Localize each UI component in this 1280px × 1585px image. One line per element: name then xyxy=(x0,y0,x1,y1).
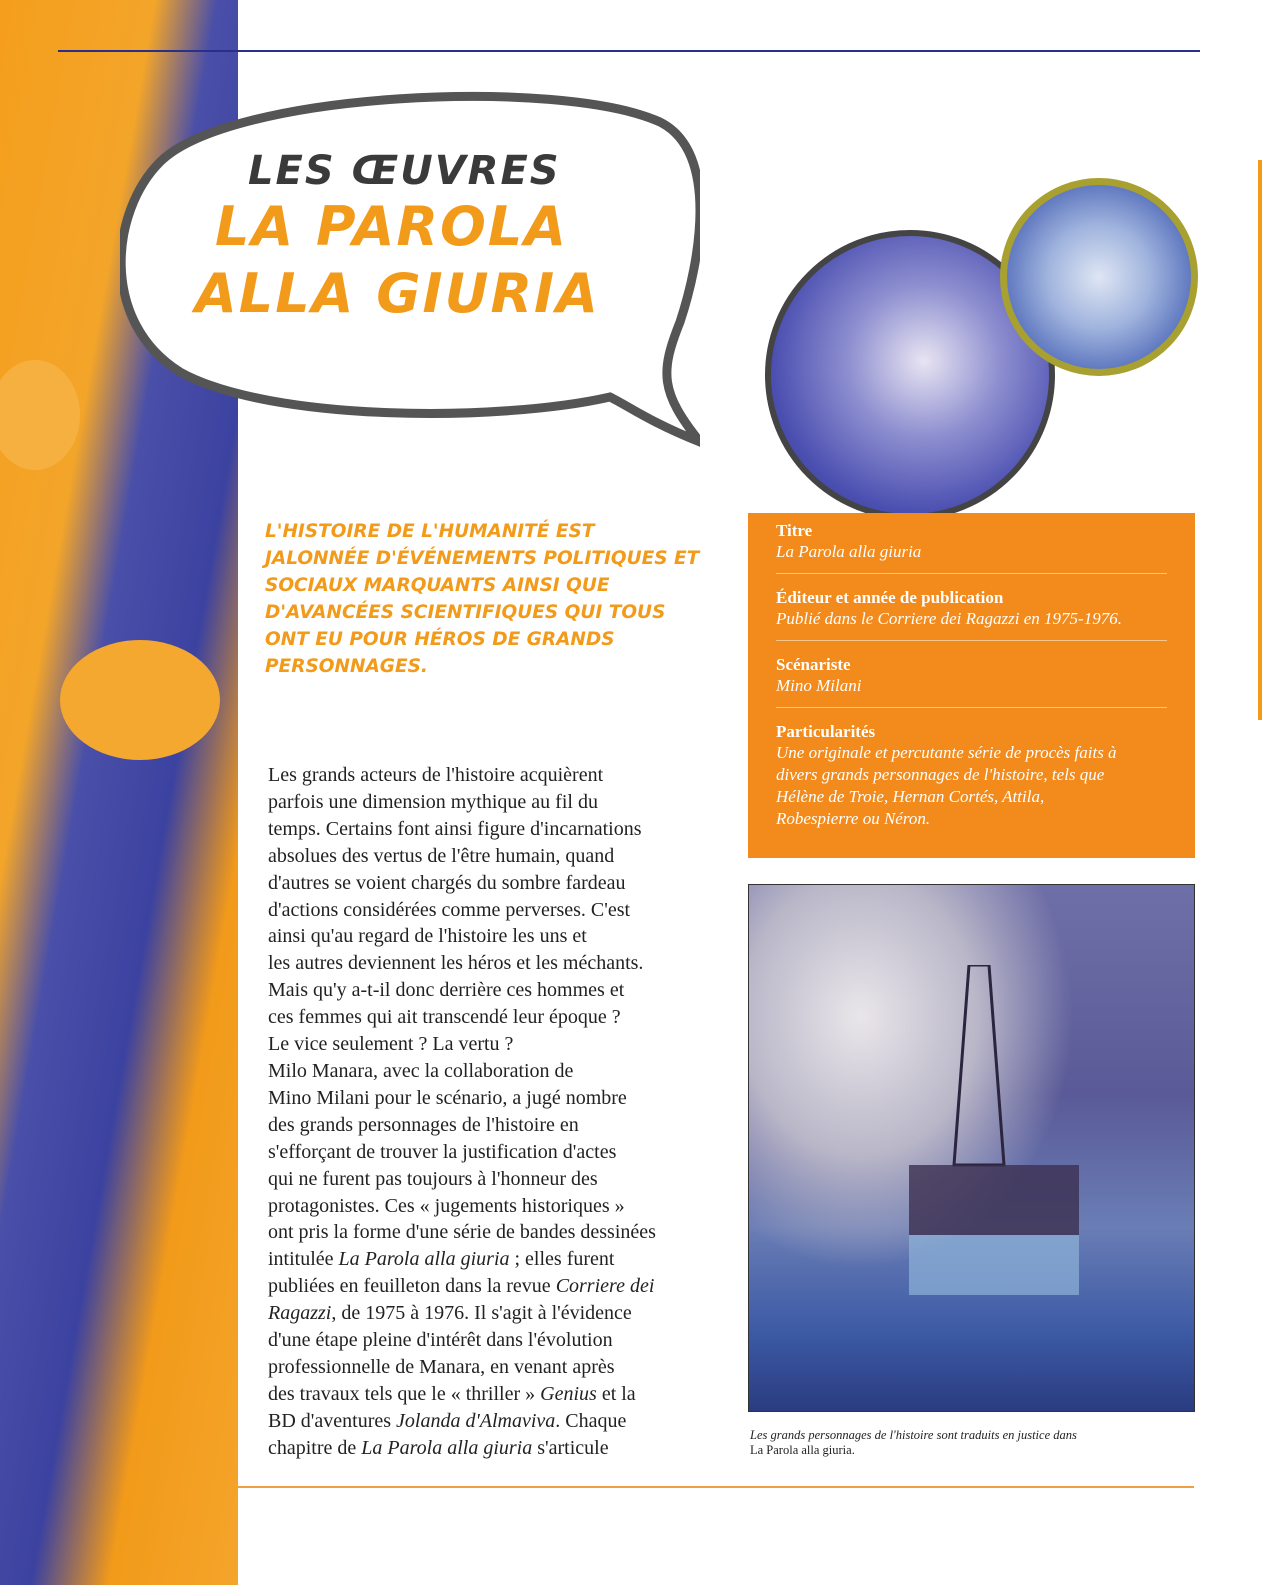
text-run: . Chaque xyxy=(555,1409,627,1432)
body-line xyxy=(268,843,728,870)
text-run: d'actions considérées comme perverses. C'est xyxy=(268,898,631,921)
text-run: Mais qu'y a-t-il donc derrière ces hommes et xyxy=(268,979,625,1002)
info-label: Particularités xyxy=(776,722,876,741)
body-line xyxy=(268,923,728,950)
body-line xyxy=(268,950,728,977)
text-run: absolues des vertus de l'être humain, quand xyxy=(268,844,615,867)
body-line xyxy=(268,1246,728,1273)
text-run: ainsi qu'au regard de l'histoire les uns et xyxy=(268,925,587,948)
info-value: Une originale et percutante série de procès faits à divers grands personnages de l'histoire, tels que Hélène de Troie, Hernan Cortés, Attila, Robespierre ou Néron. xyxy=(776,743,1117,828)
body-line xyxy=(268,1166,728,1193)
body-line xyxy=(268,1193,728,1220)
top-rule xyxy=(58,50,1200,52)
info-label: Scénariste xyxy=(776,655,851,674)
body-line xyxy=(268,1273,728,1300)
text-run: s'efforçant de trouver la justification d'actes xyxy=(268,1140,617,1163)
italic-title: La Parola alla giuria xyxy=(338,1248,510,1271)
oil-rig-drawing xyxy=(909,965,1079,1295)
text-run: des travaux tels que le « thriller » xyxy=(268,1382,541,1405)
caption-title: La Parola alla giuria. xyxy=(750,1443,855,1457)
madonna-portrait xyxy=(1000,178,1198,376)
text-run: des grands personnages de l'histoire en xyxy=(268,1113,579,1136)
text-run: s'articule xyxy=(532,1436,609,1459)
body-line xyxy=(268,977,728,1004)
title-line-2: ALLA GIURIA xyxy=(195,262,600,325)
text-run: d'autres se voient chargés du sombre fardeau xyxy=(268,871,626,894)
section-kicker: LES ŒUVRES xyxy=(248,148,561,194)
text-run: parfois une dimension mythique au fil du xyxy=(268,790,598,813)
body-line xyxy=(268,1435,728,1462)
info-value: Mino Milani xyxy=(776,676,862,695)
body-line xyxy=(268,1327,728,1354)
text-run: publiées en feuilleton dans la revue xyxy=(268,1275,556,1298)
lead-paragraph: L'HISTOIRE DE L'HUMANITÉ EST JALONNÉE D'ÉVÉNEMENTS POLITIQUES ET SOCIAUX MARQUANTS AINSI QUE D'AVANCÉES SCIENTIFIQUES QUI TOUS ONT EU POUR HÉROS DE GRANDS PERSONNAGES. xyxy=(265,521,700,677)
caption-italic: Les grands personnages de l'histoire sont traduits en justice dans xyxy=(750,1428,1077,1442)
text-run: qui ne furent pas toujours à l'honneur des xyxy=(268,1167,598,1190)
info-value: Publié dans le Corriere dei Ragazzi en 1975-1976. xyxy=(776,609,1122,628)
italic-title: Corriere dei xyxy=(555,1275,655,1298)
info-label: Titre xyxy=(776,521,813,540)
text-run: protagonistes. Ces « jugements historiques » xyxy=(268,1194,625,1217)
bottom-rule xyxy=(238,1486,1194,1488)
text-run: , de 1975 à 1976. Il s'agit à l'évidence xyxy=(331,1302,632,1325)
body-line xyxy=(268,1031,728,1058)
info-title xyxy=(776,521,1167,574)
text-run: ont pris la forme d'une série de bandes dessinées xyxy=(268,1221,656,1244)
body-line xyxy=(268,1085,728,1112)
body-line xyxy=(268,1381,728,1408)
info-box xyxy=(748,513,1195,858)
image-caption xyxy=(750,1428,1190,1458)
info-writer xyxy=(776,655,1167,708)
body-line xyxy=(268,1219,728,1246)
body-line xyxy=(268,1112,728,1139)
text-run: Le vice seulement ? La vertu ? xyxy=(268,1033,514,1056)
text-run: chapitre de xyxy=(268,1436,362,1459)
text-run: d'une étape pleine d'intérêt dans l'évolution xyxy=(268,1329,613,1352)
oil-rig-illustration xyxy=(748,884,1195,1412)
text-run: Mino Milani pour le scénario, a jugé nombre xyxy=(268,1086,627,1109)
text-run: professionnelle de Manara, en venant après xyxy=(268,1355,615,1378)
body-line xyxy=(268,1004,728,1031)
body-line xyxy=(268,1300,728,1327)
body-line xyxy=(268,816,728,843)
text-run: ces femmes qui ait transcendé leur époque ? xyxy=(268,1006,621,1029)
body-line xyxy=(268,1354,728,1381)
page-edge-marker xyxy=(1258,160,1262,720)
italic-title: Genius xyxy=(540,1382,597,1405)
body-line xyxy=(268,1408,728,1435)
italic-title: La Parola alla giuria xyxy=(361,1436,533,1459)
body-line xyxy=(268,762,728,789)
info-label: Éditeur et année de publication xyxy=(776,588,1004,607)
text-run: Milo Manara, avec la collaboration de xyxy=(268,1059,574,1082)
text-run: ; elles furent xyxy=(509,1248,615,1271)
body-text xyxy=(268,762,728,1462)
body-line xyxy=(268,1058,728,1085)
body-line xyxy=(268,789,728,816)
text-run: les autres deviennent les héros et les méchants. xyxy=(268,952,644,975)
italic-title: Ragazzi xyxy=(268,1302,332,1325)
italic-title: Jolanda d'Almaviva xyxy=(396,1409,556,1432)
info-features xyxy=(776,722,1167,840)
body-line xyxy=(268,897,728,924)
text-run: BD d'aventures xyxy=(268,1409,397,1432)
title-line-1: LA PAROLA xyxy=(215,195,569,258)
text-run: temps. Certains font ainsi figure d'incarnations xyxy=(268,817,642,840)
info-publisher xyxy=(776,588,1167,641)
text-run: Les grands acteurs de l'histoire acquièrent xyxy=(268,764,604,786)
info-value: La Parola alla giuria xyxy=(776,542,922,561)
body-line xyxy=(268,1139,728,1166)
body-line xyxy=(268,870,728,897)
text-run: et la xyxy=(596,1382,636,1405)
text-run: intitulée xyxy=(268,1248,339,1271)
